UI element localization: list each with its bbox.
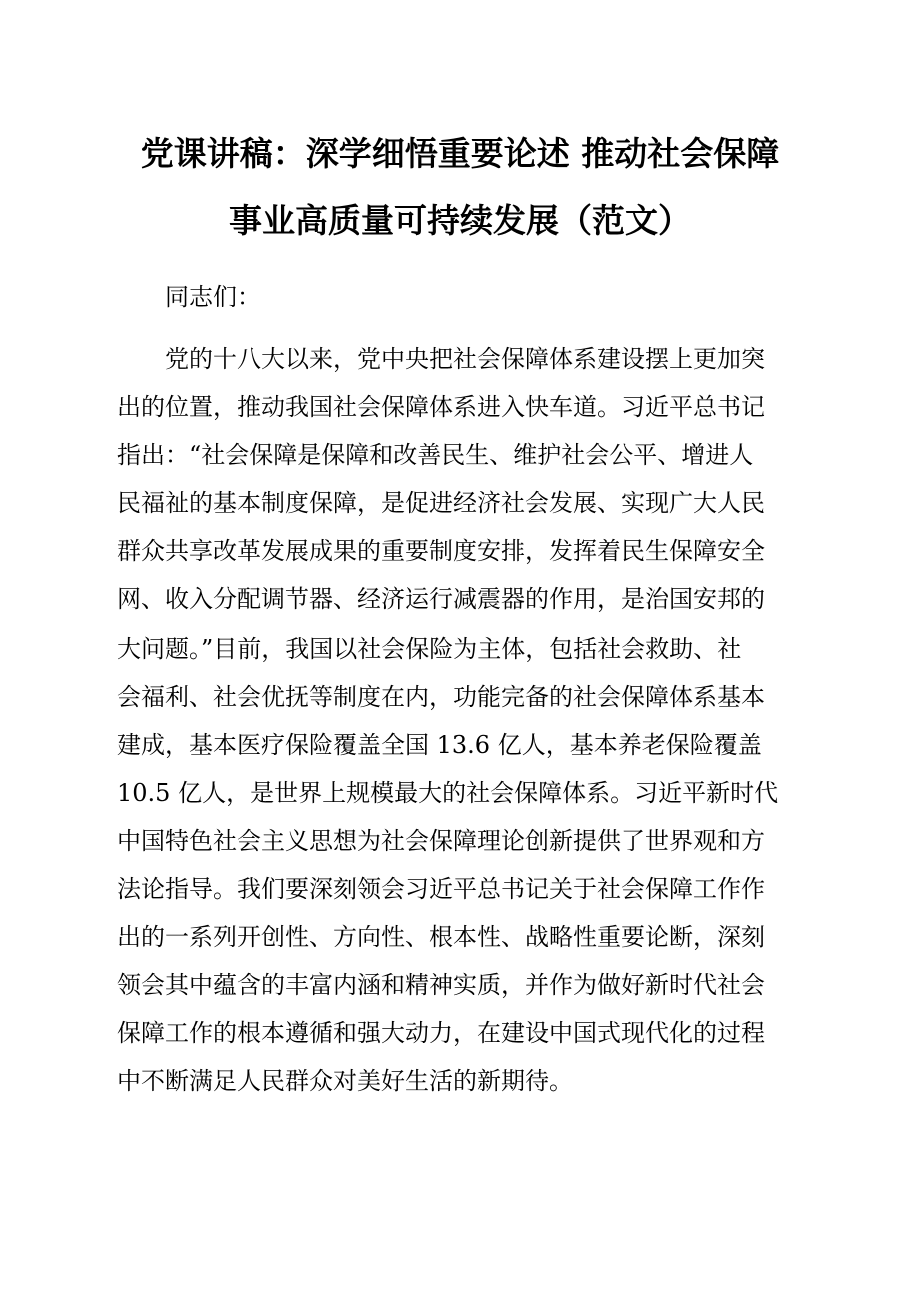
paragraph-line: 保障工作的根本遵循和强大动力，在建设中国式现代化的过程 bbox=[117, 1019, 765, 1047]
document-title-line-1: 党课讲稿：深学细悟重要论述 推动社会保障 bbox=[140, 134, 780, 173]
paragraph-line: 领会其中蕴含的丰富内涵和精神实质，并作为做好新时代社会 bbox=[117, 971, 765, 999]
paragraph-line: 10.5 亿人，是世界上规模最大的社会保障体系。习近平新时代 bbox=[117, 779, 779, 807]
paragraph-line: 建成，基本医疗保险覆盖全国 13.6 亿人，基本养老保险覆盖 bbox=[117, 731, 762, 759]
paragraph-line: 会福利、社会优抚等制度在内，功能完备的社会保障体系基本 bbox=[117, 683, 765, 711]
paragraph-line: 群众共享改革发展成果的重要制度安排，发挥着民生保障安全 bbox=[117, 537, 765, 565]
paragraph-line: 民福祉的基本制度保障，是促进经济社会发展、实现广大人民 bbox=[117, 489, 765, 517]
paragraph-line: 中国特色社会主义思想为社会保障理论创新提供了世界观和方 bbox=[117, 827, 765, 855]
paragraph-line: 出的位置，推动我国社会保障体系进入快车道。习近平总书记 bbox=[117, 393, 765, 421]
paragraph-line: 大问题。”目前，我国以社会保险为主体，包括社会救助、社 bbox=[117, 635, 742, 663]
paragraph-line: 出的一系列开创性、方向性、根本性、战略性重要论断，深刻 bbox=[117, 923, 765, 951]
paragraph-line: 法论指导。我们要深刻领会习近平总书记关于社会保障工作作 bbox=[117, 875, 765, 903]
greeting: 同志们： bbox=[165, 283, 261, 311]
paragraph-line: 网、收入分配调节器、经济运行减震器的作用，是治国安邦的 bbox=[117, 585, 765, 613]
document-title-line-2: 事业高质量可持续发展（范文） bbox=[229, 201, 691, 240]
paragraph-line: 中不断满足人民群众对美好生活的新期待。 bbox=[117, 1067, 573, 1095]
paragraph-line: 党的十八大以来，党中央把社会保障体系建设摆上更加突 bbox=[117, 345, 765, 373]
paragraph-line: 指出：“社会保障是保障和改善民生、维护社会公平、增进人 bbox=[117, 441, 754, 469]
